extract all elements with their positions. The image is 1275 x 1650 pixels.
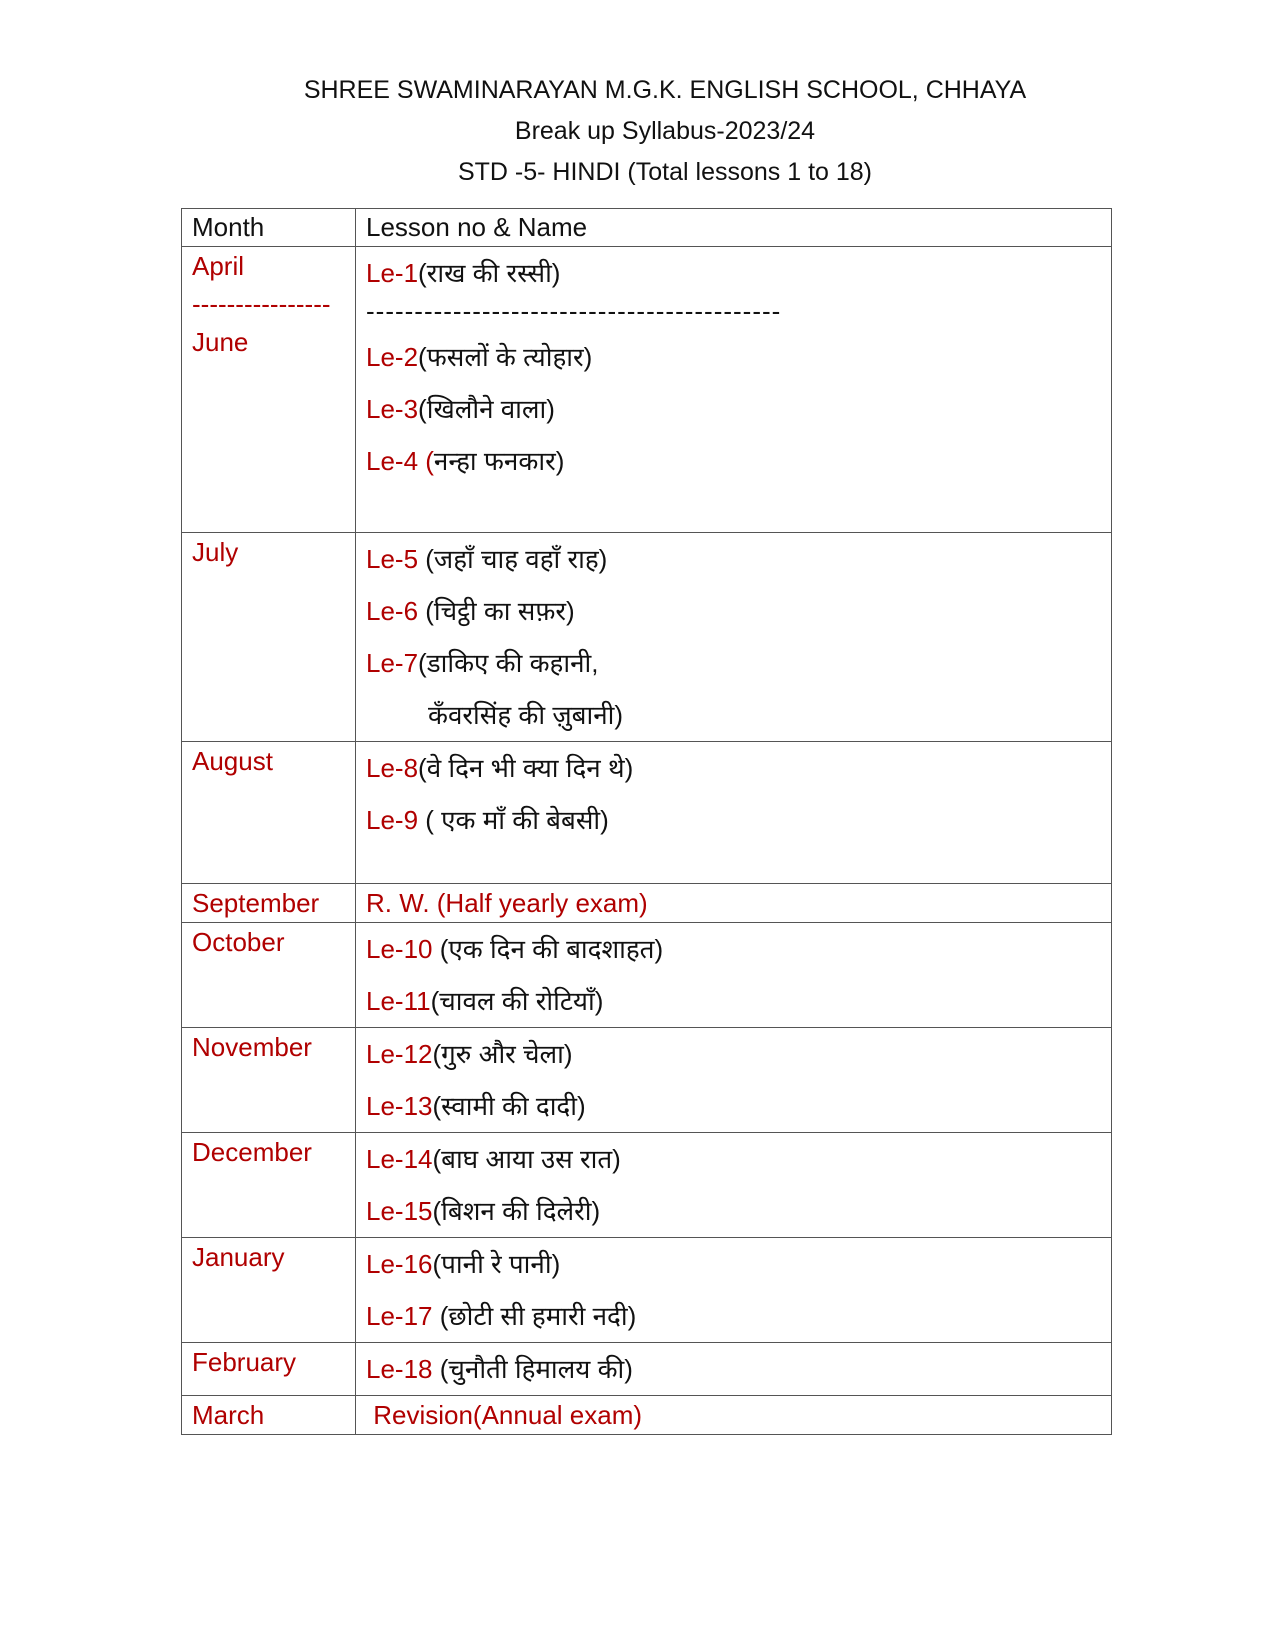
- lesson-line: Le-1(राख की रस्सी): [366, 258, 561, 288]
- table-row: [182, 1238, 1112, 1343]
- lesson-line: Le-8(वे दिन भी क्या दिन थे): [366, 753, 634, 783]
- lesson-line-continuation: कँवरसिंह की ज़ुबानी): [428, 700, 624, 730]
- lesson-line: Le-2(फसलों के त्योहार): [366, 342, 593, 372]
- lesson-cell-august: [356, 742, 1112, 884]
- month-january: January: [192, 1242, 285, 1272]
- lesson-cell-january: [356, 1238, 1112, 1343]
- month-cell-july: [182, 533, 356, 742]
- month-cell-january: [182, 1238, 356, 1343]
- lesson-line: Le-6 (चिट्ठी का सफ़र): [366, 596, 575, 626]
- lesson-line: Le-17 (छोटी सी हमारी नदी): [366, 1301, 637, 1331]
- lesson-cell-july: [356, 533, 1112, 742]
- table-row: [182, 884, 1112, 923]
- month-column-header: Month: [182, 209, 356, 247]
- month-cell-november: [182, 1028, 356, 1133]
- month-cell-september: [182, 884, 356, 923]
- month-cell-february: [182, 1343, 356, 1396]
- lesson-line: Le-13(स्वामी की दादी): [366, 1091, 586, 1121]
- class-subject-line: STD -5- HINDI (Total lessons 1 to 18): [457, 158, 872, 186]
- table-row: [182, 1343, 1112, 1396]
- lesson-cell-november: [356, 1028, 1112, 1133]
- month-september: September: [192, 888, 320, 918]
- lesson-line: Le-3(खिलौने वाला): [366, 394, 555, 424]
- lesson-line: Le-15(बिशन की दिलेरी): [366, 1196, 601, 1226]
- month-june: June: [192, 327, 249, 357]
- lesson-line: Le-11(चावल की रोटियाँ): [366, 986, 604, 1016]
- month-october: October: [192, 927, 285, 957]
- lesson-line: Le-18 (चुनौती हिमालय की): [366, 1354, 633, 1384]
- table-header-row: [182, 209, 1112, 247]
- lesson-cell-april-june: [356, 247, 1112, 533]
- month-november: November: [192, 1032, 312, 1062]
- table-row: [182, 1028, 1112, 1133]
- month-july: July: [192, 537, 239, 567]
- month-march: March: [192, 1400, 265, 1430]
- month-cell-december: [182, 1133, 356, 1238]
- school-name: SHREE SWAMINARAYAN M.G.K. ENGLISH SCHOOL, CHHAYA: [303, 76, 1027, 104]
- month-separator: ----------------: [192, 289, 331, 319]
- lesson-line: Le-9 ( एक माँ की बेबसी): [366, 805, 609, 835]
- lesson-line: Le-7(डाकिए की कहानी,: [366, 648, 599, 678]
- lesson-line: Le-14(बाघ आया उस रात): [366, 1144, 621, 1174]
- month-cell-august: [182, 742, 356, 884]
- table-row: [182, 247, 1112, 533]
- month-august: August: [192, 746, 273, 776]
- syllabus-title: Break up Syllabus-2023/24: [514, 117, 816, 145]
- month-cell-october: [182, 923, 356, 1028]
- syllabus-table: [181, 208, 1112, 1435]
- lesson-cell-september: [356, 884, 1112, 923]
- lesson-cell-february: [356, 1343, 1112, 1396]
- month-december: December: [192, 1137, 312, 1167]
- table-row: [182, 1133, 1112, 1238]
- lesson-line: Le-12(गुरु और चेला): [366, 1039, 573, 1069]
- lesson-cell-december: [356, 1133, 1112, 1238]
- month-cell-april-june: [182, 247, 356, 533]
- document-header: [0, 70, 1275, 193]
- lesson-cell-october: [356, 923, 1112, 1028]
- lesson-cell-march: [356, 1396, 1112, 1435]
- lesson-line: Le-4 (नन्हा फनकार): [366, 446, 565, 476]
- month-cell-march: [182, 1396, 356, 1435]
- lesson-column-header: Lesson no & Name: [356, 209, 1112, 247]
- lesson-separator: -------------------------------------------: [366, 299, 782, 326]
- table-row: [182, 533, 1112, 742]
- lesson-line: Le-5 (जहाँ चाह वहाँ राह): [366, 544, 608, 574]
- revision-note: Revision(Annual exam): [366, 1400, 643, 1430]
- table-row: [182, 742, 1112, 884]
- table-row: [182, 923, 1112, 1028]
- month-april: April: [192, 251, 245, 281]
- month-february: February: [192, 1347, 297, 1377]
- lesson-line: Le-10 (एक दिन की बादशाहत): [366, 934, 664, 964]
- exam-note: R. W. (Half yearly exam): [366, 888, 648, 918]
- table-row: [182, 1396, 1112, 1435]
- lesson-line: Le-16(पानी रे पानी): [366, 1249, 561, 1279]
